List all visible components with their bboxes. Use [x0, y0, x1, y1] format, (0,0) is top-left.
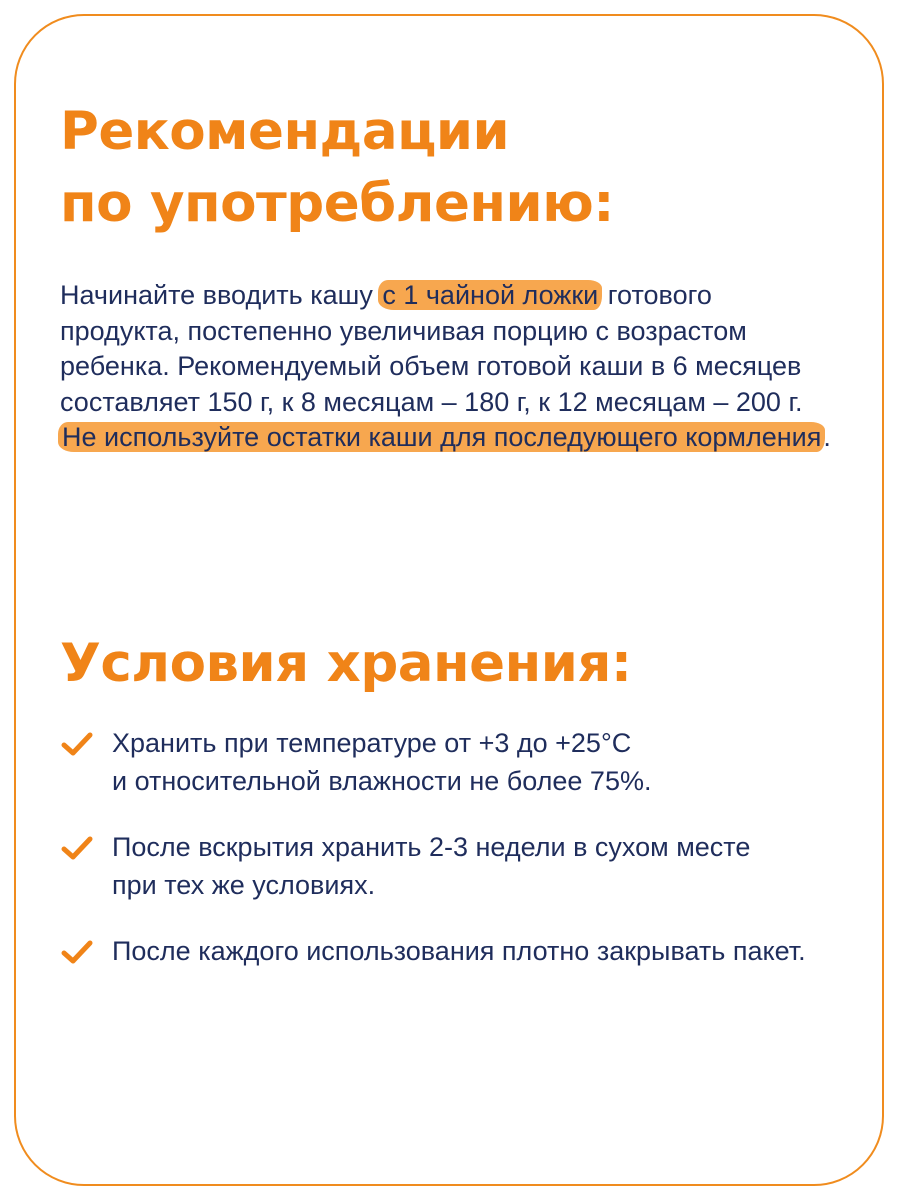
- storage-item: [60, 724, 806, 800]
- usage-line-5: [60, 420, 880, 456]
- storage-item: [60, 828, 806, 904]
- usage-text: готового: [607, 280, 712, 310]
- check-icon: [60, 730, 94, 758]
- highlight-teaspoon: с 1 чайной ложки: [378, 280, 602, 310]
- usage-heading-line-1: Рекомендации: [60, 101, 510, 162]
- storage-heading: Условия хранения:: [60, 633, 632, 694]
- usage-line-2: продукта, постепенно увеличивая порцию с возрастом: [60, 315, 747, 346]
- check-icon: [60, 834, 94, 862]
- usage-text: Начинайте вводить кашу: [60, 280, 373, 310]
- storage-item-line-1: После вскрытия хранить 2-3 недели в сухом месте: [112, 832, 751, 862]
- usage-text: .: [823, 422, 831, 452]
- storage-item-line-2: и относительной влажности не более 75%.: [112, 766, 652, 796]
- usage-line-4: составляет 150 г, к 8 месяцам – 180 г, к 12 месяцам – 200 г.: [60, 386, 803, 417]
- usage-heading-line-2: по употреблению:: [60, 173, 614, 234]
- check-icon: [60, 938, 94, 966]
- usage-line-3: ребенка. Рекомендуемый объем готовой каши в 6 месяцев: [60, 351, 802, 381]
- usage-heading: [60, 96, 614, 240]
- storage-list: [60, 724, 806, 970]
- storage-item: [60, 932, 806, 970]
- usage-line-1: [60, 278, 880, 314]
- usage-paragraph: [60, 278, 880, 456]
- storage-item-line-1: После каждого использования плотно закрывать пакет.: [112, 936, 806, 966]
- storage-item-line-2: при тех же условиях.: [112, 870, 376, 900]
- storage-item-line-1: Хранить при температуре от +3 до +25°C: [112, 728, 632, 758]
- highlight-leftovers-warning: Не используйте остатки каши для последующего кормления: [58, 422, 825, 452]
